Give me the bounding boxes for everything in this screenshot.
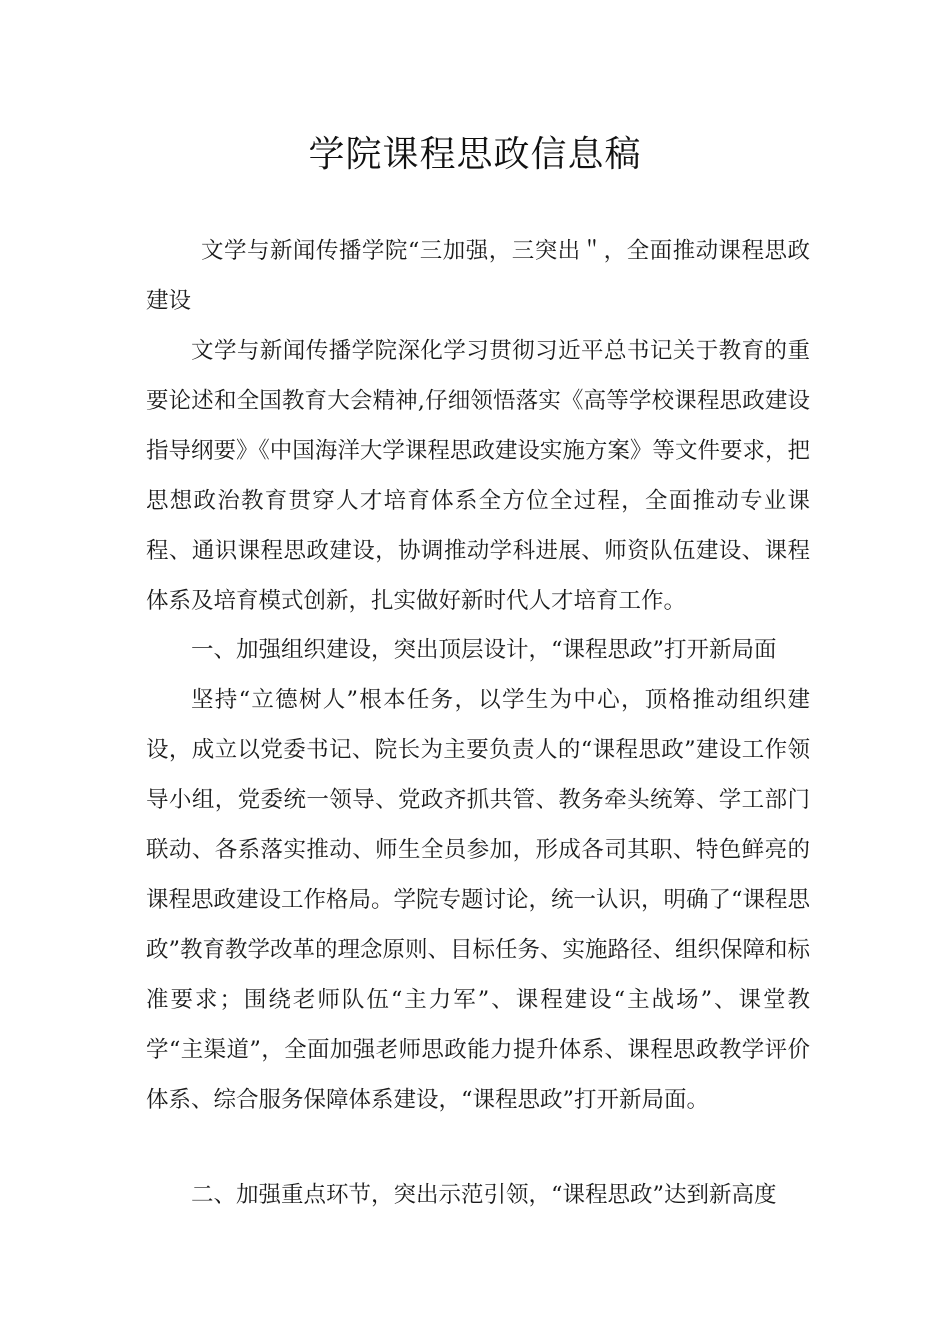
document-subtitle: 文学与新闻传播学院“三加强，三突出＂，全面推动课程思政建设 [146,238,810,314]
section-heading-1: 一、加强组织建设，突出顶层设计，“课程思政”打开新局面 [191,637,777,663]
section-heading-2: 二、加强重点环节，突出示范引领，“课程思政”达到新高度 [191,1182,777,1208]
document-title: 学院课程思政信息稿 [308,134,642,175]
paragraph-section-1: 坚持“立德树人”根本任务，以学生为中心，顶格推动组织建设，成立以党委书记、院长为主要负责人的“课程思政”建设工作领导小组，党委统一领导、党政齐抓共管、教务牵头统筹、学工部门联动、各系落实推动、师生全员参加，形成各司其职、特色鲜亮的课程思政建设工作格局。学院专题讨论，统一认识，明确了“课程思政”教育教学改革的理念原则、目标任务、实施路径、组织保障和标准要求；围绕老师队伍“主力军”、课程建设“主战场”、课堂教学“主渠道”，全面加强老师思政能力提升体系、课程思政教学评价体系、综合服务保障体系建设，“课程思政”打开新局面。 [146,687,811,1113]
paragraph-intro: 文学与新闻传播学院深化学习贯彻习近平总书记关于教育的重要论述和全国教育大会精神,仔细领悟落实《高等学校课程思政建设指导纲要》《中国海洋大学课程思政建设实施方案》等文件要求，把思想政治教育贯穿人才培育体系全方位全过程，全面推动专业课程、通识课程思政建设，协调推动学科进展、师资队伍建设、课程体系及培育模式创新，扎实做好新时代人才培育工作。 [146,338,810,614]
